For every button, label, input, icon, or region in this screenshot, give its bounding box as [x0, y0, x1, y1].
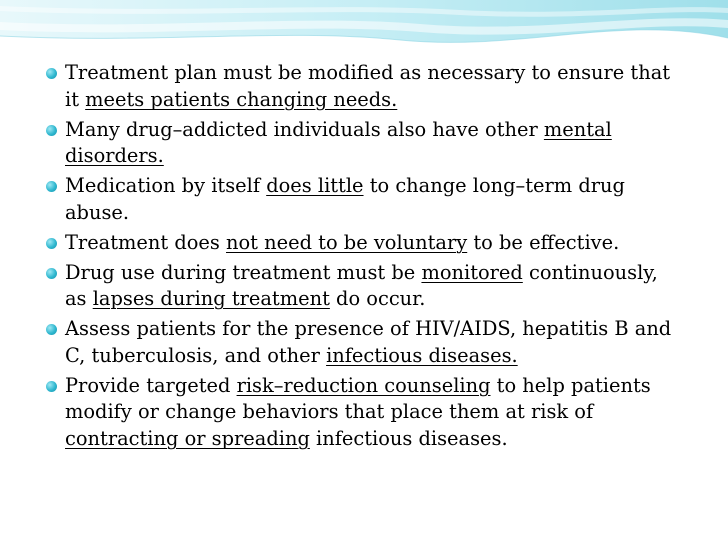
text-segment: do occur.	[329, 287, 426, 310]
bullet-item	[0, 60, 728, 113]
text-segment: continuously, as	[65, 260, 658, 310]
underlined-phrase: lapses during treatment	[92, 287, 330, 310]
underlined-phrase: monitored	[421, 260, 523, 284]
bullet-item	[0, 230, 728, 257]
bullet-dot-icon	[46, 181, 57, 192]
text-segment: Treatment plan must be modified as necessary to ensure that it	[65, 61, 671, 111]
bullet-dot-icon	[46, 268, 57, 279]
bullet-item	[0, 316, 728, 369]
bullet-dot-icon	[46, 324, 57, 335]
text-segment: Many drug–addicted individuals also have other	[65, 117, 544, 141]
bullet-dot-icon	[46, 381, 57, 392]
bullet-list	[0, 60, 728, 456]
bullet-item	[0, 173, 728, 226]
underlined-phrase: contracting or spreading	[65, 426, 310, 450]
underlined-phrase: infectious diseases.	[326, 343, 518, 367]
bullet-item	[0, 373, 728, 453]
bullet-dot-icon	[46, 238, 57, 249]
text-segment: Provide targeted	[65, 373, 237, 397]
text-segment: to help patients modify or change behaviors that place them at risk of	[65, 373, 651, 423]
decorative-banner	[0, 0, 728, 62]
text-segment: Assess patients for the presence of HIV/AIDS, hepatitis B and C, tuberculosis, and other	[65, 317, 672, 367]
underlined-phrase: risk–reduction counseling	[236, 373, 491, 397]
underlined-phrase: mental disorders.	[65, 117, 612, 167]
bullet-dot-icon	[46, 125, 57, 136]
bullet-item	[0, 117, 728, 170]
bullet-item	[0, 260, 728, 313]
underlined-phrase: not need to be voluntary	[226, 230, 468, 254]
text-segment: Medication by itself	[65, 174, 267, 197]
text-segment: Drug use during treatment must be	[65, 260, 422, 284]
text-segment: to be effective.	[467, 230, 620, 254]
text-segment: to change long–term drug abuse.	[65, 174, 625, 224]
text-segment: infectious diseases.	[309, 426, 508, 450]
text-segment: Treatment does	[65, 230, 227, 254]
underlined-phrase: meets patients changing needs.	[85, 87, 398, 111]
underlined-phrase: does little	[266, 174, 364, 197]
bullet-dot-icon	[46, 68, 57, 79]
